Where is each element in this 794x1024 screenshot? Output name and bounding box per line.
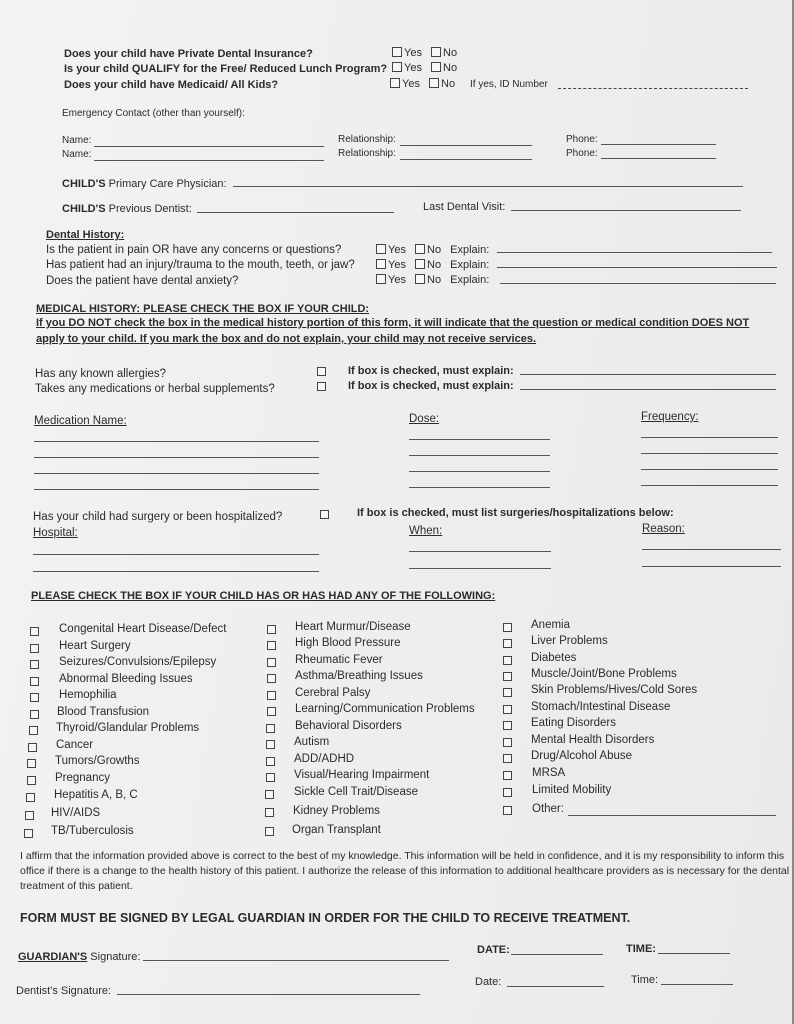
condition-checkbox[interactable] — [24, 829, 33, 838]
condition-label: Autism — [294, 736, 330, 748]
previous-dentist-label: CHILD'S Previous Dentist: — [62, 203, 192, 215]
previous-dentist-field[interactable] — [197, 212, 394, 213]
condition-checkbox[interactable] — [28, 743, 37, 752]
condition-label: Mental Health Disorders — [531, 734, 655, 746]
condition-checkbox[interactable] — [503, 639, 512, 648]
condition-label: Kidney Problems — [293, 805, 380, 817]
condition-checkbox[interactable] — [503, 688, 512, 697]
when-row[interactable] — [409, 551, 551, 552]
medications-explain-field[interactable] — [520, 389, 776, 390]
condition-label: Diabetes — [531, 652, 577, 664]
guardian-date-field[interactable] — [511, 954, 603, 955]
condition-checkbox[interactable] — [503, 705, 512, 714]
dose-row[interactable] — [409, 455, 550, 456]
surgery-checkbox[interactable] — [320, 510, 329, 519]
dental-history-heading: Dental History: — [46, 229, 125, 241]
conditions-heading: PLEASE CHECK THE BOX IF YOUR CHILD HAS OR HAS HAD ANY OF THE FOLLOWING: — [31, 590, 496, 602]
relationship-label-1: Relationship: — [338, 134, 396, 145]
medicaid-question: Does your child have Medicaid/ All Kids? — [64, 79, 279, 91]
condition-label: Limited Mobility — [532, 784, 612, 796]
dose-header: Dose: — [409, 413, 440, 425]
frequency-row[interactable] — [641, 469, 778, 470]
condition-label: High Blood Pressure — [295, 637, 401, 649]
condition-label: Eating Disorders — [531, 717, 617, 729]
condition-label: Cancer — [56, 739, 94, 751]
dentist-time-field[interactable] — [661, 984, 733, 985]
dental-q2-yesno: Yes No Explain: — [376, 259, 489, 271]
yes-checkbox[interactable] — [390, 78, 400, 88]
reason-header: Reason: — [642, 523, 685, 535]
medicaid-yesno: Yes No — [390, 78, 455, 90]
no-checkbox[interactable] — [415, 244, 425, 254]
allergies-explain-label: If box is checked, must explain: — [348, 365, 514, 377]
dentist-time-label: Time: — [631, 974, 659, 986]
yes-checkbox[interactable] — [376, 244, 386, 254]
other-condition-field[interactable] — [568, 815, 776, 816]
condition-label: Blood Transfusion — [57, 706, 150, 718]
condition-checkbox[interactable] — [267, 658, 276, 667]
dental-q1-explain-field[interactable] — [497, 252, 772, 253]
condition-checkbox[interactable] — [503, 738, 512, 747]
medications-question: Takes any medications or herbal supplements? — [35, 383, 275, 395]
dental-q2: Has patient had an injury/trauma to the mouth, teeth, or jaw? — [46, 259, 355, 271]
yes-checkbox[interactable] — [376, 274, 386, 284]
reason-row[interactable] — [642, 549, 781, 550]
medications-checkbox[interactable] — [317, 382, 326, 391]
condition-label: Rheumatic Fever — [295, 654, 383, 666]
no-checkbox[interactable] — [431, 62, 441, 72]
condition-label: Anemia — [531, 619, 570, 631]
hospital-header: Hospital: — [33, 527, 78, 539]
dental-q1: Is the patient in pain OR have any concerns or questions? — [46, 244, 342, 256]
condition-label: Abnormal Bleeding Issues — [59, 673, 193, 685]
medications-explain-label: If box is checked, must explain: — [348, 380, 514, 392]
medication-name-row[interactable] — [34, 473, 319, 474]
condition-label: Learning/Communication Problems — [295, 703, 475, 715]
name-field-1[interactable] — [94, 146, 324, 147]
medical-history-note-line1: If you DO NOT check the box in the medical history portion of this form, it will indicate that the question or medical condition DOES NOT — [36, 317, 750, 329]
dental-q3-explain-field[interactable] — [500, 283, 776, 284]
medication-name-row[interactable] — [34, 489, 319, 490]
when-header: When: — [409, 525, 443, 537]
dental-q1-yesno: Yes No Explain: — [376, 244, 489, 256]
condition-checkbox[interactable] — [503, 771, 512, 780]
frequency-row[interactable] — [641, 485, 778, 486]
hospital-row[interactable] — [33, 571, 319, 572]
condition-label: Drug/Alcohol Abuse — [531, 750, 633, 762]
hospital-row[interactable] — [33, 554, 319, 555]
emergency-contact-heading: Emergency Contact (other than yourself): — [62, 108, 245, 119]
condition-label: Stomach/Intestinal Disease — [531, 701, 671, 713]
condition-checkbox[interactable] — [27, 759, 36, 768]
private-insurance-yesno: Yes No — [392, 47, 457, 59]
condition-checkbox[interactable] — [503, 656, 512, 665]
signature-required-notice: FORM MUST BE SIGNED BY LEGAL GUARDIAN IN ORDER FOR THE CHILD TO RECEIVE TREATMENT. — [20, 911, 631, 925]
id-number-label: If yes, ID Number — [470, 79, 548, 90]
condition-label: Heart Surgery — [59, 640, 131, 652]
medical-history-heading: MEDICAL HISTORY: PLEASE CHECK THE BOX IF YOUR CHILD: — [36, 303, 370, 315]
condition-label: ADD/ADHD — [294, 753, 355, 765]
condition-checkbox[interactable] — [267, 691, 276, 700]
condition-checkbox[interactable] — [26, 793, 35, 802]
last-visit-field[interactable] — [511, 210, 741, 211]
condition-checkbox[interactable] — [265, 790, 274, 799]
condition-label: Muscle/Joint/Bone Problems — [531, 668, 677, 680]
guardian-date-label: DATE: — [477, 944, 510, 956]
reason-row[interactable] — [642, 566, 781, 567]
condition-checkbox[interactable] — [266, 773, 275, 782]
dentist-signature-label: Dentist's Signature: — [16, 985, 112, 997]
condition-checkbox[interactable] — [30, 644, 39, 653]
physician-label: CHILD'S Primary Care Physician: — [62, 178, 227, 190]
condition-checkbox[interactable] — [30, 677, 39, 686]
condition-checkbox[interactable] — [29, 726, 38, 735]
guardian-signature-label: GUARDIAN'S Signature: — [18, 951, 141, 963]
name-label-2: Name: — [62, 149, 92, 160]
private-insurance-question: Does your child have Private Dental Insurance? — [64, 48, 313, 60]
when-row[interactable] — [409, 568, 551, 569]
no-checkbox[interactable] — [415, 259, 425, 269]
condition-label: Hemophilia — [59, 689, 117, 701]
guardian-time-label: TIME: — [626, 943, 656, 955]
lunch-program-yesno: Yes No — [392, 62, 457, 74]
name-label-1: Name: — [62, 135, 92, 146]
id-number-field[interactable] — [558, 88, 748, 89]
condition-checkbox[interactable] — [503, 623, 512, 632]
name-field-2[interactable] — [94, 160, 324, 161]
condition-checkbox[interactable] — [267, 707, 276, 716]
physician-field[interactable] — [233, 186, 743, 187]
frequency-row[interactable] — [641, 437, 778, 438]
condition-label: Organ Transplant — [292, 824, 381, 836]
condition-checkbox[interactable] — [503, 754, 512, 763]
dentist-date-field[interactable] — [507, 986, 604, 987]
condition-checkbox[interactable] — [267, 674, 276, 683]
condition-label: TB/Tuberculosis — [51, 825, 134, 837]
condition-label: HIV/AIDS — [51, 807, 101, 819]
condition-label: Cerebral Palsy — [295, 687, 371, 699]
condition-checkbox[interactable] — [25, 811, 34, 820]
condition-label: Thyroid/Glandular Problems — [56, 722, 200, 734]
phone-label-2: Phone: — [566, 148, 598, 159]
condition-checkbox[interactable] — [30, 710, 39, 719]
condition-label: Sickle Cell Trait/Disease — [294, 786, 418, 798]
frequency-row[interactable] — [641, 453, 778, 454]
dental-q3: Does the patient have dental anxiety? — [46, 275, 239, 287]
condition-label: Heart Murmur/Disease — [295, 621, 411, 633]
allergies-question: Has any known allergies? — [35, 368, 167, 380]
relationship-field-2[interactable] — [400, 159, 532, 160]
medication-name-header: Medication Name: — [34, 415, 127, 427]
condition-checkbox[interactable] — [267, 641, 276, 650]
condition-label: Hepatitis A, B, C — [54, 789, 138, 801]
condition-label: Liver Problems — [531, 635, 608, 647]
dentist-date-label: Date: — [475, 976, 502, 988]
relationship-label-2: Relationship: — [338, 148, 396, 159]
affirmation-text: I affirm that the information provided above is correct to the best of my knowledge. This information will be held in confidence, and it is my responsibility to inform this office if there is a change to the health history of this patient. I authorize the release of this information to additional healthcare providers as is necessary for the dental treatment of this patient. — [20, 850, 790, 892]
surgery-question: Has your child had surgery or been hospitalized? — [33, 511, 283, 523]
guardian-signature-field[interactable] — [143, 960, 449, 961]
phone-field-1[interactable] — [601, 144, 716, 145]
medical-history-note-line2: apply to your child. If you mark the box and do not explain, your child may not receive services. — [36, 333, 537, 345]
yes-checkbox[interactable] — [376, 259, 386, 269]
condition-checkbox[interactable] — [266, 757, 275, 766]
condition-label: Other: — [532, 803, 564, 815]
dentist-signature-field[interactable] — [117, 994, 420, 995]
condition-checkbox[interactable] — [27, 776, 36, 785]
condition-checkbox[interactable] — [503, 672, 512, 681]
allergies-checkbox[interactable] — [317, 367, 326, 376]
condition-label: Seizures/Convulsions/Epilepsy — [59, 656, 217, 668]
yes-checkbox[interactable] — [392, 47, 402, 57]
guardian-time-field[interactable] — [658, 953, 730, 954]
medication-name-row[interactable] — [34, 457, 319, 458]
condition-checkbox[interactable] — [30, 627, 39, 636]
condition-label: MRSA — [532, 767, 566, 779]
no-checkbox[interactable] — [431, 47, 441, 57]
phone-label-1: Phone: — [566, 134, 598, 145]
condition-checkbox[interactable] — [265, 808, 274, 817]
dose-row[interactable] — [409, 487, 550, 488]
condition-label: Behavioral Disorders — [295, 720, 402, 732]
condition-checkbox[interactable] — [503, 806, 512, 815]
no-checkbox[interactable] — [415, 274, 425, 284]
dose-row[interactable] — [409, 439, 550, 440]
frequency-header: Frequency: — [641, 411, 699, 423]
surgery-list-label: If box is checked, must list surgeries/hospitalizations below: — [357, 507, 674, 519]
condition-checkbox[interactable] — [503, 788, 512, 797]
condition-checkbox[interactable] — [267, 625, 276, 634]
condition-label: Visual/Hearing Impairment — [294, 769, 430, 781]
relationship-field-1[interactable] — [400, 145, 532, 146]
condition-label: Asthma/Breathing Issues — [295, 670, 423, 682]
condition-checkbox[interactable] — [30, 660, 39, 669]
dose-row[interactable] — [409, 471, 550, 472]
condition-label: Skin Problems/Hives/Cold Sores — [531, 684, 698, 696]
condition-checkbox[interactable] — [503, 721, 512, 730]
no-checkbox[interactable] — [429, 78, 439, 88]
dental-q3-yesno: Yes No Explain: — [376, 274, 489, 286]
yes-checkbox[interactable] — [392, 62, 402, 72]
phone-field-2[interactable] — [601, 158, 716, 159]
lunch-program-question: Is your child QUALIFY for the Free/ Reduced Lunch Program? — [64, 63, 388, 75]
condition-label: Tumors/Growths — [55, 755, 140, 767]
condition-checkbox[interactable] — [266, 740, 275, 749]
condition-checkbox[interactable] — [265, 827, 274, 836]
last-visit-label: Last Dental Visit: — [423, 201, 506, 213]
allergies-explain-field[interactable] — [520, 374, 776, 375]
condition-checkbox[interactable] — [30, 693, 39, 702]
condition-label: Pregnancy — [55, 772, 110, 784]
dental-q2-explain-field[interactable] — [497, 267, 777, 268]
condition-label: Congenital Heart Disease/Defect — [59, 623, 227, 635]
condition-checkbox[interactable] — [266, 724, 275, 733]
medication-name-row[interactable] — [34, 441, 319, 442]
